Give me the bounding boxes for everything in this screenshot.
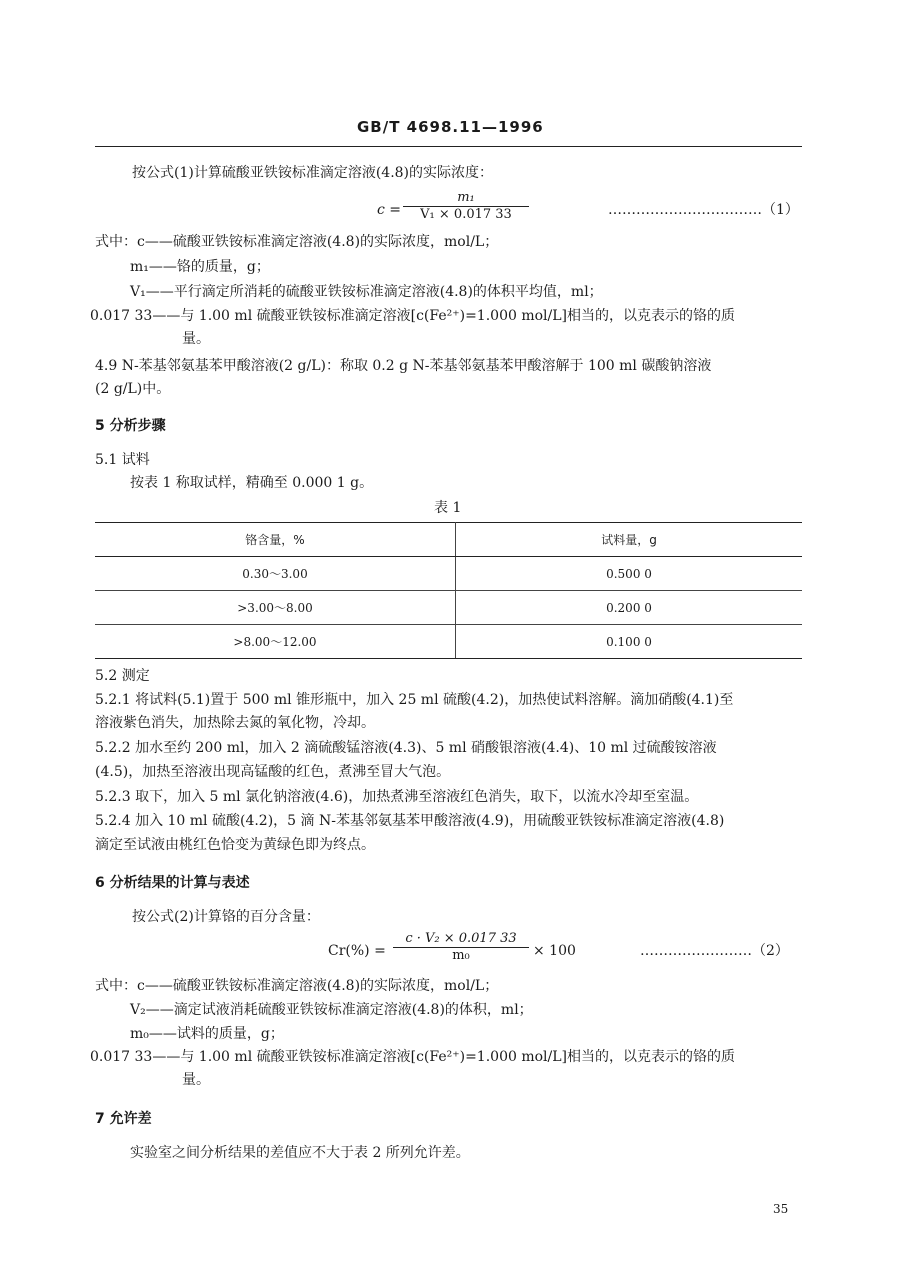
clause-5-2-4-line1: 5.2.4 加入 10 ml 硫酸(4.2)，5 滴 N-苯基邻氨基苯甲酸溶液(4.9)，用硫酸亚铁铵标准滴定溶液(4.8) xyxy=(95,813,725,829)
def-symbol: V₁—— xyxy=(130,284,174,300)
clause-5-2-3-line1: 5.2.3 取下，加入 5 ml 氯化钠溶液(4.6)，加热煮沸至溶液红色消失，取下，以流水冷却至室温。 xyxy=(95,789,699,805)
def-symbol: 0.017 33—— xyxy=(90,308,181,324)
clause-5-2-2-line1: 5.2.2 加水至约 200 ml，加入 2 滴硫酸锰溶液(4.3)、5 ml 硝酸银溶液(4.4)、10 ml 过硫酸铵溶液 xyxy=(95,740,717,756)
section-5-title: 5 分析步骤 xyxy=(95,418,166,434)
def1-constant xyxy=(90,306,735,326)
standard-number: GB/T 4698.11—1996 xyxy=(357,118,544,136)
def2-constant xyxy=(90,1047,735,1067)
def-text: 硫酸亚铁铵标准滴定溶液(4.8)的实际浓度，mol/L； xyxy=(172,234,499,250)
clause-5-2-title: 5.2 测定 xyxy=(95,668,150,684)
section-6-title: 6 分析结果的计算与表述 xyxy=(95,875,250,891)
def-text: 与 1.00 ml 硫酸亚铁铵标准滴定溶液[c(Fe²⁺)=1.000 mol/L]相当的，以克表示的铬的质 xyxy=(180,1049,735,1065)
formula1-fraction xyxy=(403,190,529,223)
def-text: 硫酸亚铁铵标准滴定溶液(4.8)的实际浓度，mol/L； xyxy=(172,978,499,994)
table-cell: >3.00～8.00 xyxy=(95,591,456,625)
table1 xyxy=(95,522,802,659)
formula1-denominator: V₁ × 0.017 33 xyxy=(420,207,512,222)
def-symbol: 0.017 33—— xyxy=(90,1049,181,1065)
clause-5-2-4-line2: 滴定至试液由桃红色恰变为黄绿色即为终点。 xyxy=(95,837,375,853)
table-cell: 0.500 0 xyxy=(456,557,803,591)
table-header-cell: 铬含量，% xyxy=(95,523,456,557)
def1-constant-cont: 量。 xyxy=(182,331,210,347)
formula2-numerator: c · V₂ × 0.017 33 xyxy=(405,931,517,946)
formula2-number: ……………………（2） xyxy=(640,943,789,959)
def-symbol: 式中：c—— xyxy=(95,234,173,250)
def1-m1 xyxy=(130,257,270,277)
table-header-row xyxy=(95,523,802,557)
table-header-cell: 试料量，g xyxy=(456,523,803,557)
def-text: 试料的质量，g； xyxy=(176,1026,284,1042)
def2-m0 xyxy=(130,1024,284,1044)
table-row xyxy=(95,625,802,659)
page-number: 35 xyxy=(773,1202,789,1216)
def1-c xyxy=(95,232,498,252)
formula1-numerator: m₁ xyxy=(457,190,475,205)
section-7-title: 7 允许差 xyxy=(95,1111,152,1127)
formula2-lhs: Cr(%) = xyxy=(328,943,386,959)
header-rule xyxy=(95,146,802,147)
def-symbol: V₂—— xyxy=(130,1002,174,1018)
table-cell: >8.00～12.00 xyxy=(95,625,456,659)
clause-5-2-1-line2: 溶液紫色消失，加热除去氮的氧化物，冷却。 xyxy=(95,715,375,731)
clause-4-9-line2: (2 g/L)中。 xyxy=(95,381,171,397)
def1-v1 xyxy=(130,282,603,302)
def-text: 铬的质量，g； xyxy=(176,259,270,275)
table-cell: 0.30～3.00 xyxy=(95,557,456,591)
formula2-rhs: × 100 xyxy=(533,943,576,959)
table-row xyxy=(95,591,802,625)
def-text: 滴定试液消耗硫酸亚铁铵标准滴定溶液(4.8)的体积，ml； xyxy=(173,1002,533,1018)
def-text: 平行滴定所消耗的硫酸亚铁铵标准滴定溶液(4.8)的体积平均值，ml； xyxy=(173,284,603,300)
def2-v2 xyxy=(130,1000,533,1020)
def2-constant-cont: 量。 xyxy=(182,1072,210,1088)
table-cell: 0.200 0 xyxy=(456,591,803,625)
table-row xyxy=(95,557,802,591)
clause-5-2-2-line2: (4.5)，加热至溶液出现高锰酸的红色，煮沸至冒大气泡。 xyxy=(95,764,451,780)
clause-5-1-text: 按表 1 称取试样，精确至 0.000 1 g。 xyxy=(130,475,374,491)
def-symbol: m₀—— xyxy=(130,1026,177,1042)
formula1-lhs: c = xyxy=(377,202,402,218)
def-symbol: 式中：c—— xyxy=(95,978,173,994)
formula2-fraction xyxy=(393,931,529,964)
clause-5-1-title: 5.1 试料 xyxy=(95,452,150,468)
section-7-text: 实验室之间分析结果的差值应不大于表 2 所列允许差。 xyxy=(130,1145,470,1161)
def-text: 与 1.00 ml 硫酸亚铁铵标准滴定溶液[c(Fe²⁺)=1.000 mol/L]相当的，以克表示的铬的质 xyxy=(180,308,735,324)
def2-c xyxy=(95,976,498,996)
table-cell: 0.100 0 xyxy=(456,625,803,659)
formula2-intro: 按公式(2)计算铬的百分含量： xyxy=(132,909,320,925)
table1-caption: 表 1 xyxy=(434,500,462,516)
formula1-intro: 按公式(1)计算硫酸亚铁铵标准滴定溶液(4.8)的实际浓度： xyxy=(132,165,494,181)
formula2-denominator: m₀ xyxy=(452,948,470,963)
def-symbol: m₁—— xyxy=(130,259,177,275)
formula1-number: ……………………………（1） xyxy=(608,202,799,218)
clause-5-2-1-line1: 5.2.1 将试料(5.1)置于 500 ml 锥形瓶中，加入 25 ml 硫酸(4.2)，加热使试料溶解。滴加硝酸(4.1)至 xyxy=(95,692,734,708)
clause-4-9-line1: 4.9 N-苯基邻氨基苯甲酸溶液(2 g/L)：称取 0.2 g N-苯基邻氨基苯甲酸溶解于 100 ml 碳酸钠溶液 xyxy=(95,358,712,374)
